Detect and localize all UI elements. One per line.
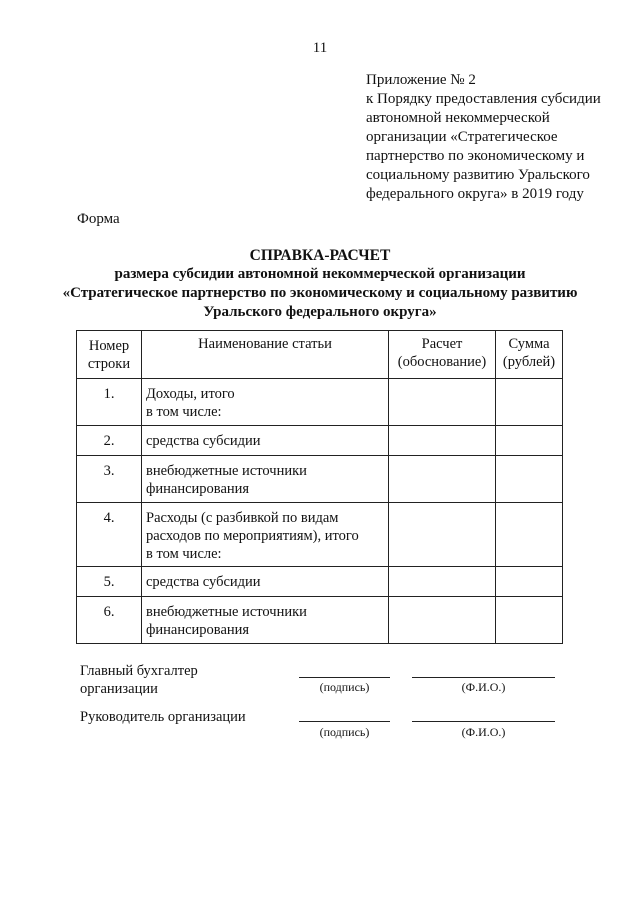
row-number: 3. <box>77 456 142 503</box>
row-number: 2. <box>77 426 142 456</box>
row-item-name <box>142 456 389 503</box>
header-text: Расчет <box>421 336 463 352</box>
page-number: 11 <box>312 40 328 56</box>
title-line: Уральского федерального округа» <box>203 304 437 320</box>
row-number: 4. <box>77 503 142 567</box>
header-text: (обоснование) <box>397 354 487 370</box>
row-calculation-cell[interactable] <box>389 426 496 456</box>
row-text: расходов по мероприятиям), итого <box>146 528 359 544</box>
table-row <box>77 426 563 456</box>
row-number: 1. <box>77 379 142 426</box>
header-amount <box>496 331 563 379</box>
header-text: строки <box>87 356 131 372</box>
header-calculation <box>389 331 496 379</box>
header-text: Номер <box>88 338 130 354</box>
appendix-line: Приложение № 2 <box>366 72 476 88</box>
row-amount-cell[interactable] <box>496 503 563 567</box>
row-amount-cell[interactable] <box>496 456 563 503</box>
table-row <box>77 567 563 597</box>
appendix-line: организации «Стратегическое <box>366 129 558 145</box>
appendix-line: социальному развитию Уральского <box>366 167 590 183</box>
director-label: Руководитель организации <box>80 709 246 725</box>
appendix-line: к Порядку предоставления субсидии <box>366 91 601 107</box>
row-text: в том числе: <box>146 404 222 420</box>
row-text: средства субсидии <box>146 433 261 449</box>
row-amount-cell[interactable] <box>496 567 563 597</box>
appendix-line: федерального округа» в 2019 году <box>366 186 584 202</box>
form-label: Форма <box>77 211 120 227</box>
header-text: Наименование статьи <box>198 336 332 352</box>
signature-caption: (подпись) <box>319 680 370 694</box>
row-amount-cell[interactable] <box>496 597 563 644</box>
row-text: внебюджетные источники <box>146 604 307 620</box>
title-main: СПРАВКА-РАСЧЕТ <box>249 247 391 264</box>
row-text: Доходы, итого <box>146 386 235 402</box>
table-header-row <box>77 331 563 379</box>
title-line: размера субсидии автономной некоммерческой организации <box>114 266 526 282</box>
director-signature-line[interactable] <box>299 721 390 722</box>
row-amount-cell[interactable] <box>496 379 563 426</box>
row-calculation-cell[interactable] <box>389 456 496 503</box>
director-name-line[interactable] <box>412 721 555 722</box>
row-calculation-cell[interactable] <box>389 379 496 426</box>
appendix-line: автономной некоммерческой <box>366 110 550 126</box>
document-title <box>0 246 640 322</box>
row-calculation-cell[interactable] <box>389 503 496 567</box>
row-text: Расходы (с разбивкой по видам <box>146 510 339 526</box>
table-row <box>77 597 563 644</box>
row-text: финансирования <box>146 481 250 497</box>
row-text: внебюджетные источники <box>146 463 307 479</box>
row-number: 6. <box>77 597 142 644</box>
accountant-label-line: Главный бухгалтер <box>80 663 198 679</box>
table-row <box>77 503 563 567</box>
row-number: 5. <box>77 567 142 597</box>
row-calculation-cell[interactable] <box>389 597 496 644</box>
name-caption: (Ф.И.О.) <box>461 725 506 739</box>
row-text: средства субсидии <box>146 574 261 590</box>
accountant-label-line: организации <box>80 681 158 697</box>
table-row <box>77 379 563 426</box>
row-amount-cell[interactable] <box>496 426 563 456</box>
accountant-label <box>80 662 198 698</box>
row-item-name <box>142 379 389 426</box>
appendix-line: партнерство по экономическому и <box>366 148 585 164</box>
header-text: (рублей) <box>502 354 556 370</box>
row-text: в том числе: <box>146 546 222 562</box>
accountant-signature-line[interactable] <box>299 677 390 678</box>
row-item-name <box>142 503 389 567</box>
header-text: Сумма <box>508 336 550 352</box>
row-item-name <box>142 567 389 597</box>
row-calculation-cell[interactable] <box>389 567 496 597</box>
header-row-number <box>77 331 142 379</box>
table-row <box>77 456 563 503</box>
appendix-block <box>366 71 616 204</box>
name-caption: (Ф.И.О.) <box>461 680 506 694</box>
row-item-name <box>142 426 389 456</box>
header-item-name <box>142 331 389 379</box>
row-item-name <box>142 597 389 644</box>
title-line: «Стратегическое партнерство по экономическому и социальному развитию <box>62 285 578 301</box>
signature-caption: (подпись) <box>319 725 370 739</box>
accountant-name-line[interactable] <box>412 677 555 678</box>
row-text: финансирования <box>146 622 250 638</box>
calculation-table <box>76 330 563 644</box>
